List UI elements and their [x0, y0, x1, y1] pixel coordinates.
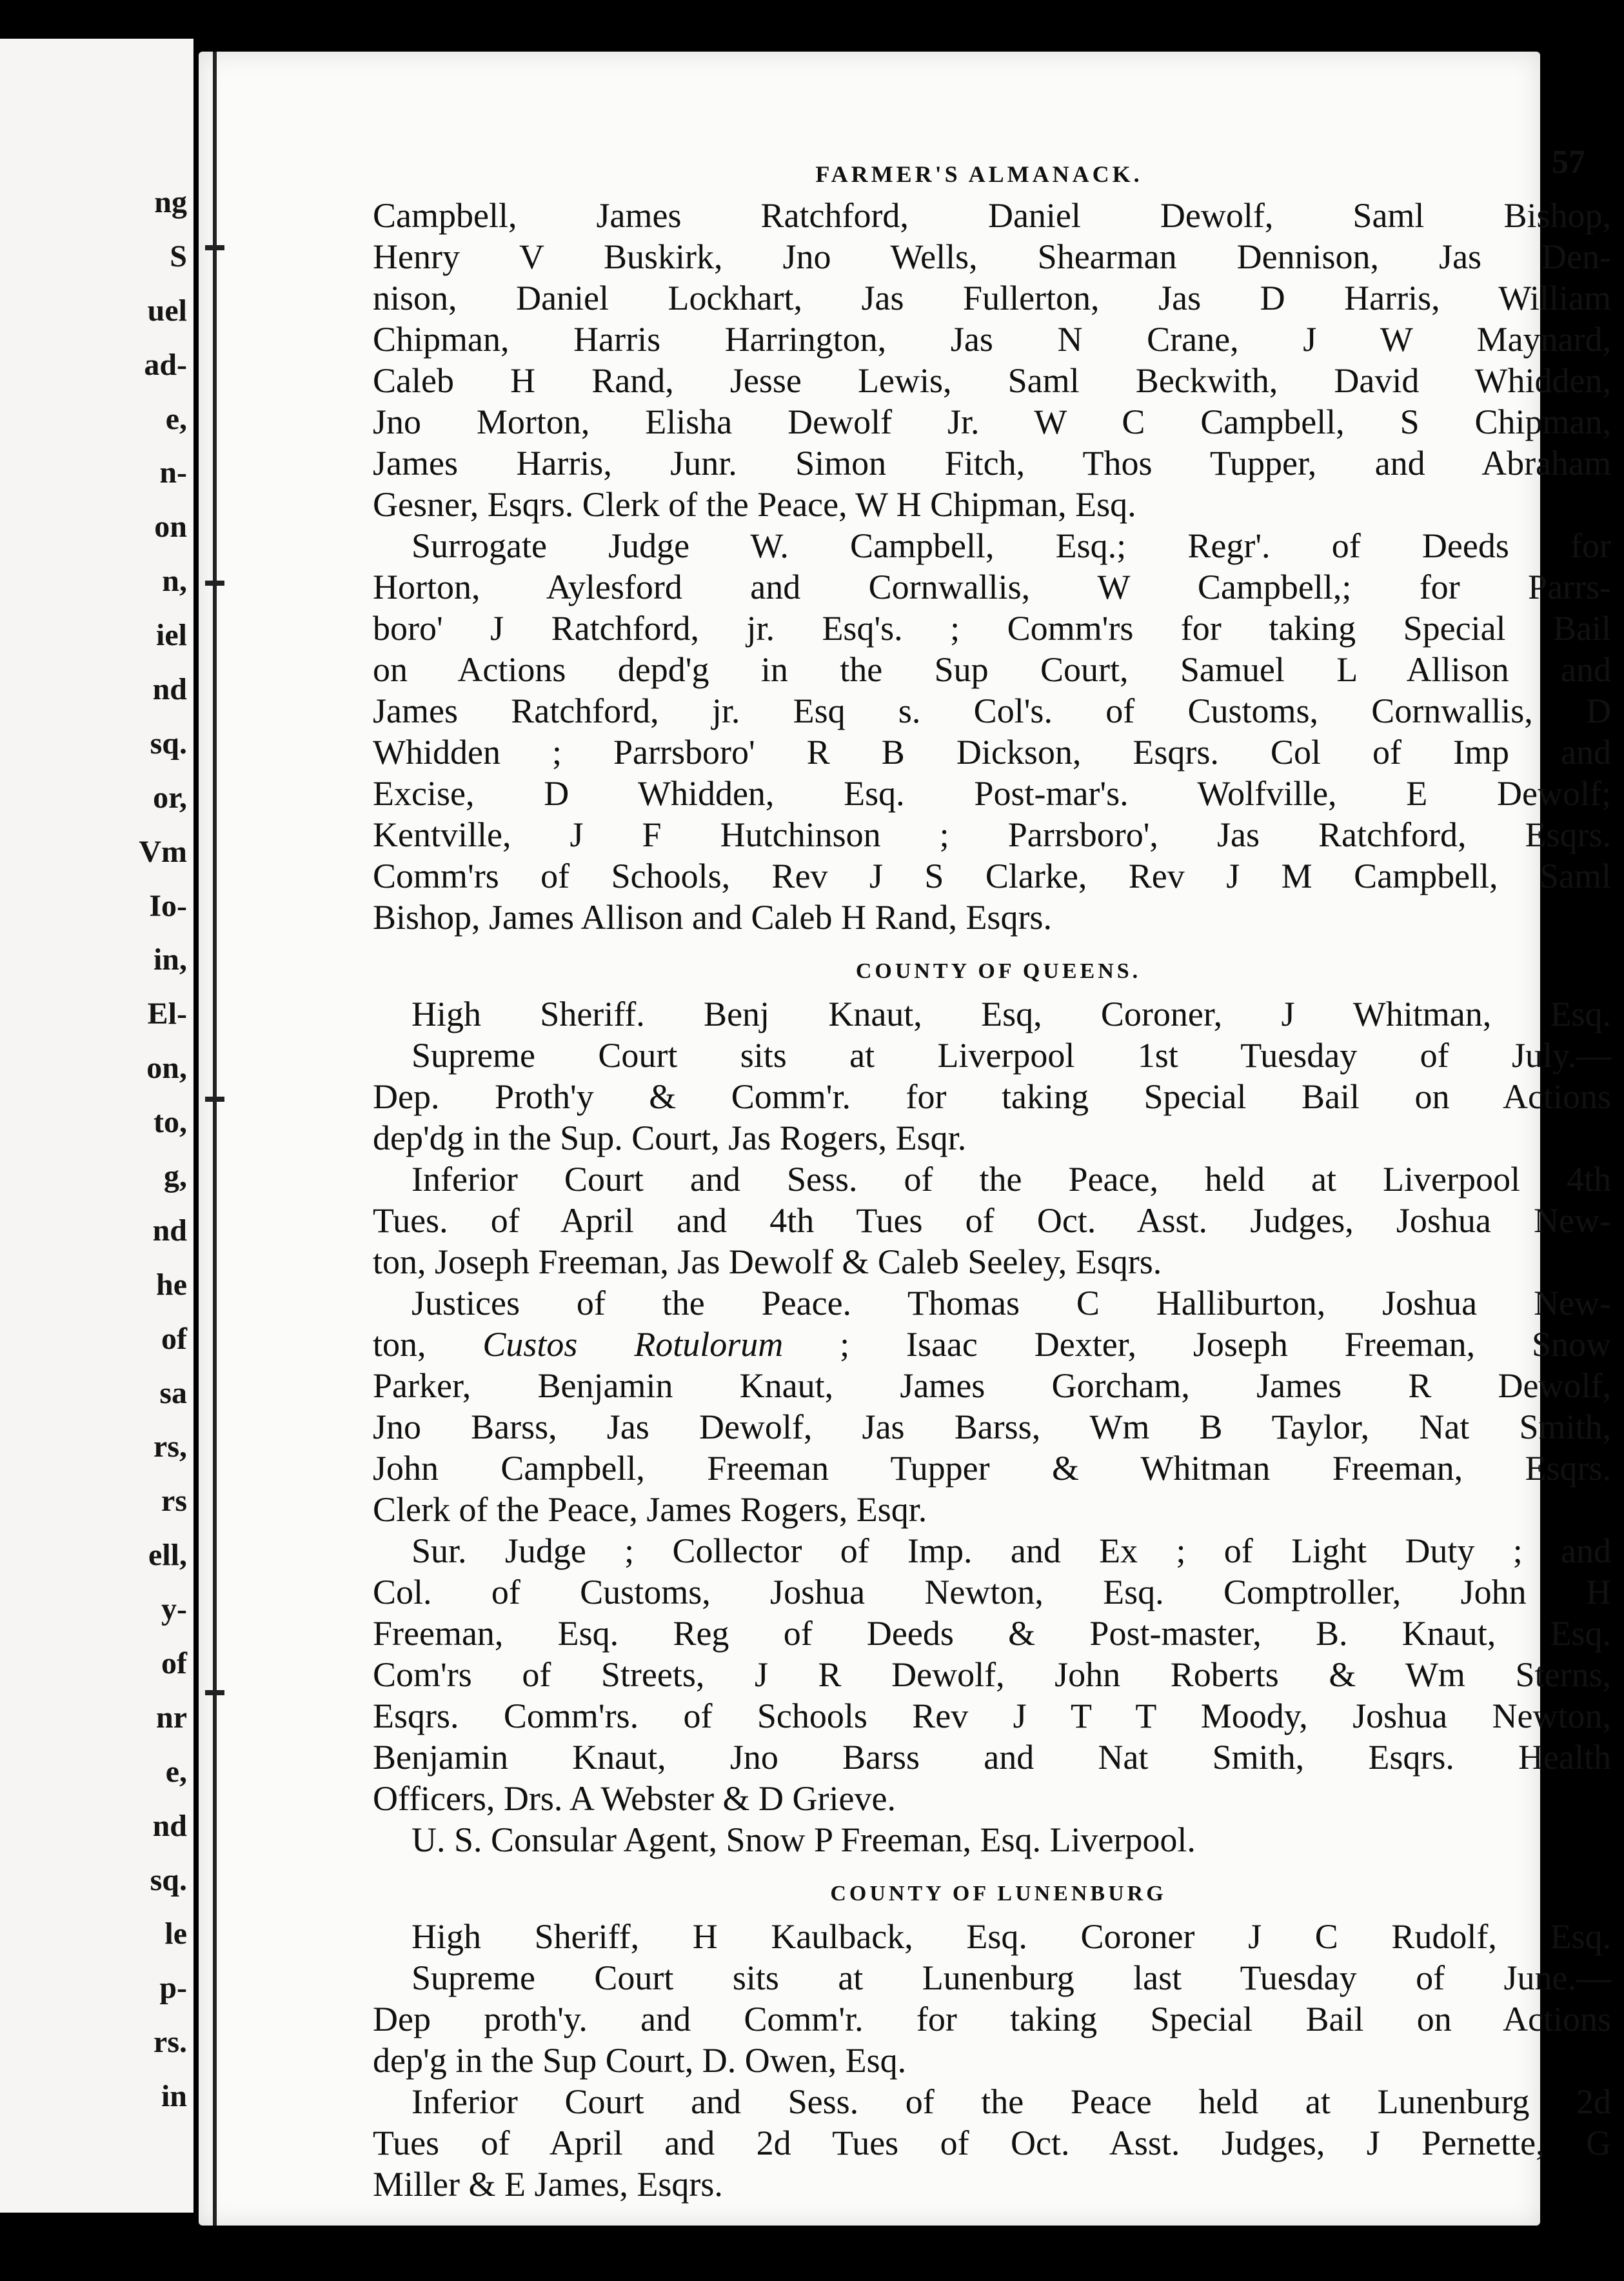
- facing-page-fragment: n,: [162, 564, 187, 599]
- text-line: Parker, Benjamin Knaut, James Gorcham, James R Dewolf,: [373, 1366, 1611, 1405]
- text-line: dep'dg in the Sup. Court, Jas Rogers, Esqr.: [373, 1119, 967, 1157]
- facing-page-fragment: S: [170, 239, 187, 274]
- facing-page-fragment: to,: [153, 1105, 187, 1140]
- text-line: James Harris, Junr. Simon Fitch, Thos Tupper, and Abraham: [373, 444, 1611, 483]
- text-line: Henry V Buskirk, Jno Wells, Shearman Dennison, Jas Den-: [373, 237, 1611, 276]
- text-line: U. S. Consular Agent, Snow P Freeman, Esq. Liverpool.: [411, 1820, 1196, 1859]
- text-line: Jno Barss, Jas Dewolf, Jas Barss, Wm B Taylor, Nat Smith,: [373, 1408, 1611, 1446]
- facing-page-text-fragments: [0, 39, 193, 2213]
- body-text: [373, 195, 1624, 2205]
- facing-page-fragment: ng: [154, 185, 187, 219]
- binding-stitch: [205, 1097, 224, 1102]
- text-line: High Sheriff, H Kaulback, Esq. Coroner J C Rudolf, Esq.: [411, 1917, 1611, 1956]
- text-line: Benjamin Knaut, Jno Barss and Nat Smith, Esqrs. Health: [373, 1738, 1611, 1777]
- text-line: Horton, Aylesford and Cornwallis, W Campbell,; for Parrs-: [373, 568, 1611, 606]
- facing-page-fragment: le: [164, 1917, 187, 1951]
- text-line: James Ratchford, jr. Esq s. Col's. of Customs, Cornwallis, D: [373, 692, 1611, 730]
- page-text: [373, 142, 1624, 2205]
- text-line: Inferior Court and Sess. of the Peace, held at Liverpool 4th: [411, 1160, 1611, 1199]
- text-line: Officers, Drs. A Webster & D Grieve.: [373, 1779, 896, 1818]
- text-line: Esqrs. Comm'rs. of Schools Rev J T T Moody, Joshua Newton,: [373, 1697, 1611, 1735]
- facing-page-fragment: ad-: [144, 347, 187, 382]
- binding-stitch: [205, 245, 224, 250]
- text-line: Dep. Proth'y & Comm'r. for taking Special Bail on Actions: [373, 1077, 1611, 1116]
- text-line: Kentville, J F Hutchinson ; Parrsboro', Jas Ratchford, Esqrs.: [373, 815, 1611, 854]
- facing-page-fragment: rs.: [153, 2025, 187, 2060]
- facing-page-fragment: Io-: [149, 888, 187, 923]
- text-line: High Sheriff. Benj Knaut, Esq, Coroner, J Whitman, Esq.: [411, 995, 1611, 1033]
- text-line: Dep proth'y. and Comm'r. for taking Special Bail on Actions: [373, 2000, 1611, 2038]
- facing-page-fragment: El-: [147, 997, 187, 1031]
- text-line: Gesner, Esqrs. Clerk of the Peace, W H Chipman, Esq.: [373, 485, 1136, 524]
- facing-page-fragment: sq.: [150, 726, 187, 761]
- facing-page-fragment: on,: [146, 1051, 187, 1086]
- facing-page-fragment: nr: [156, 1700, 187, 1735]
- facing-page-fragment: nd: [152, 672, 187, 706]
- running-head: [373, 142, 1624, 192]
- text-line: Tues. of April and 4th Tues of Oct. Asst. Judges, Joshua New-: [373, 1201, 1611, 1240]
- facing-page-fragment: g,: [164, 1159, 187, 1193]
- facing-page-fragment: rs,: [153, 1429, 187, 1464]
- text-line: on Actions depd'g in the Sup Court, Samuel L Allison and: [373, 650, 1611, 689]
- facing-page-fragment: ell,: [148, 1538, 187, 1573]
- facing-page-fragment: e,: [165, 401, 187, 436]
- facing-page-fragment: uel: [147, 293, 187, 328]
- facing-page-fragment: he: [156, 1267, 187, 1302]
- facing-page-fragment: n-: [159, 455, 187, 490]
- text-line: boro' J Ratchford, jr. Esq's. ; Comm'rs for taking Special Bail: [373, 609, 1611, 648]
- facing-page-fragment: in: [161, 2079, 187, 2114]
- text-line: Clerk of the Peace, James Rogers, Esqr.: [373, 1490, 927, 1529]
- facing-page-fragment: nd: [152, 1808, 187, 1843]
- facing-page-fragment: on: [154, 510, 187, 544]
- text-line: John Campbell, Freeman Tupper & Whitman Freeman, Esqrs.: [373, 1449, 1611, 1488]
- facing-page-fragment: y-: [161, 1592, 187, 1627]
- text-line: nison, Daniel Lockhart, Jas Fullerton, Jas D Harris, William: [373, 279, 1611, 317]
- text-line: Inferior Court and Sess. of the Peace held at Lunenburg 2d: [411, 2082, 1611, 2121]
- text-line: Justices of the Peace. Thomas C Halliburton, Joshua New-: [411, 1284, 1611, 1322]
- text-line: Com'rs of Streets, J R Dewolf, John Roberts & Wm Sterns,: [373, 1655, 1611, 1694]
- text-line: Miller & E James, Esqrs.: [373, 2165, 723, 2204]
- text-line: Supreme Court sits at Liverpool 1st Tuesday of July.—: [411, 1036, 1611, 1075]
- text-line: Sur. Judge ; Collector of Imp. and Ex ; of Light Duty ; and: [411, 1531, 1611, 1570]
- page-number: 57: [1552, 144, 1585, 181]
- binding-stitch: [205, 1690, 224, 1695]
- text-line: ton, Custos Rotulorum ; Isaac Dexter, Joseph Freeman, Snow: [373, 1325, 1611, 1364]
- facing-page-fragment: of: [161, 1321, 187, 1356]
- text-line: Col. of Customs, Joshua Newton, Esq. Comptroller, John H: [373, 1573, 1611, 1611]
- text-line: Freeman, Esq. Reg of Deeds & Post-master, B. Knaut, Esq.: [373, 1614, 1611, 1653]
- facing-page-fragment: nd: [152, 1213, 187, 1248]
- text-line: Chipman, Harris Harrington, Jas N Crane, J W Maynard,: [373, 320, 1611, 359]
- facing-page-edge: [0, 39, 193, 2213]
- text-line: Comm'rs of Schools, Rev J S Clarke, Rev J M Campbell, Saml: [373, 857, 1611, 895]
- facing-page-fragment: sq.: [150, 1862, 187, 1897]
- text-line: ton, Joseph Freeman, Jas Dewolf & Caleb Seeley, Esqrs.: [373, 1242, 1162, 1281]
- section-heading: COUNTY OF QUEENS.: [855, 959, 1142, 983]
- facing-page-fragment: sa: [159, 1375, 187, 1410]
- text-line: Supreme Court sits at Lunenburg last Tuesday of June.—: [411, 1958, 1611, 1997]
- facing-page-fragment: p-: [159, 1971, 187, 2006]
- binding-thread: [213, 52, 217, 2226]
- text-line: Jno Morton, Elisha Dewolf Jr. W C Campbell, S Chipman,: [373, 403, 1611, 441]
- facing-page-fragment: or,: [153, 780, 187, 815]
- text-line: Surrogate Judge W. Campbell, Esq.; Regr'. of Deeds for: [411, 526, 1611, 565]
- facing-page-fragment: of: [161, 1646, 187, 1680]
- facing-page-fragment: Vm: [139, 834, 187, 869]
- facing-page-fragment: e,: [165, 1754, 187, 1789]
- running-title: FARMER'S ALMANACK.: [815, 161, 1143, 187]
- text-line: Whidden ; Parrsboro' R B Dickson, Esqrs. Col of Imp and: [373, 733, 1611, 772]
- text-line: dep'g in the Sup Court, D. Owen, Esq.: [373, 2041, 907, 2080]
- text-line: Caleb H Rand, Jesse Lewis, Saml Beckwith, David Whidden,: [373, 361, 1611, 400]
- text-line: Excise, D Whidden, Esq. Post-mar's. Wolfville, E Dewolf;: [373, 774, 1611, 813]
- section-heading: COUNTY OF LUNENBURG: [830, 1882, 1167, 1906]
- text-line: Campbell, James Ratchford, Daniel Dewolf, Saml Bishop,: [373, 196, 1611, 235]
- facing-page-fragment: in,: [153, 942, 187, 977]
- facing-page-fragment: iel: [156, 618, 187, 653]
- text-line: Bishop, James Allison and Caleb H Rand, Esqrs.: [373, 898, 1052, 937]
- facing-page-fragment: rs: [161, 1484, 187, 1519]
- text-line: Tues of April and 2d Tues of Oct. Asst. Judges, J Pernette, G: [373, 2124, 1611, 2162]
- binding-stitch: [205, 581, 224, 586]
- almanac-page: [199, 52, 1611, 2226]
